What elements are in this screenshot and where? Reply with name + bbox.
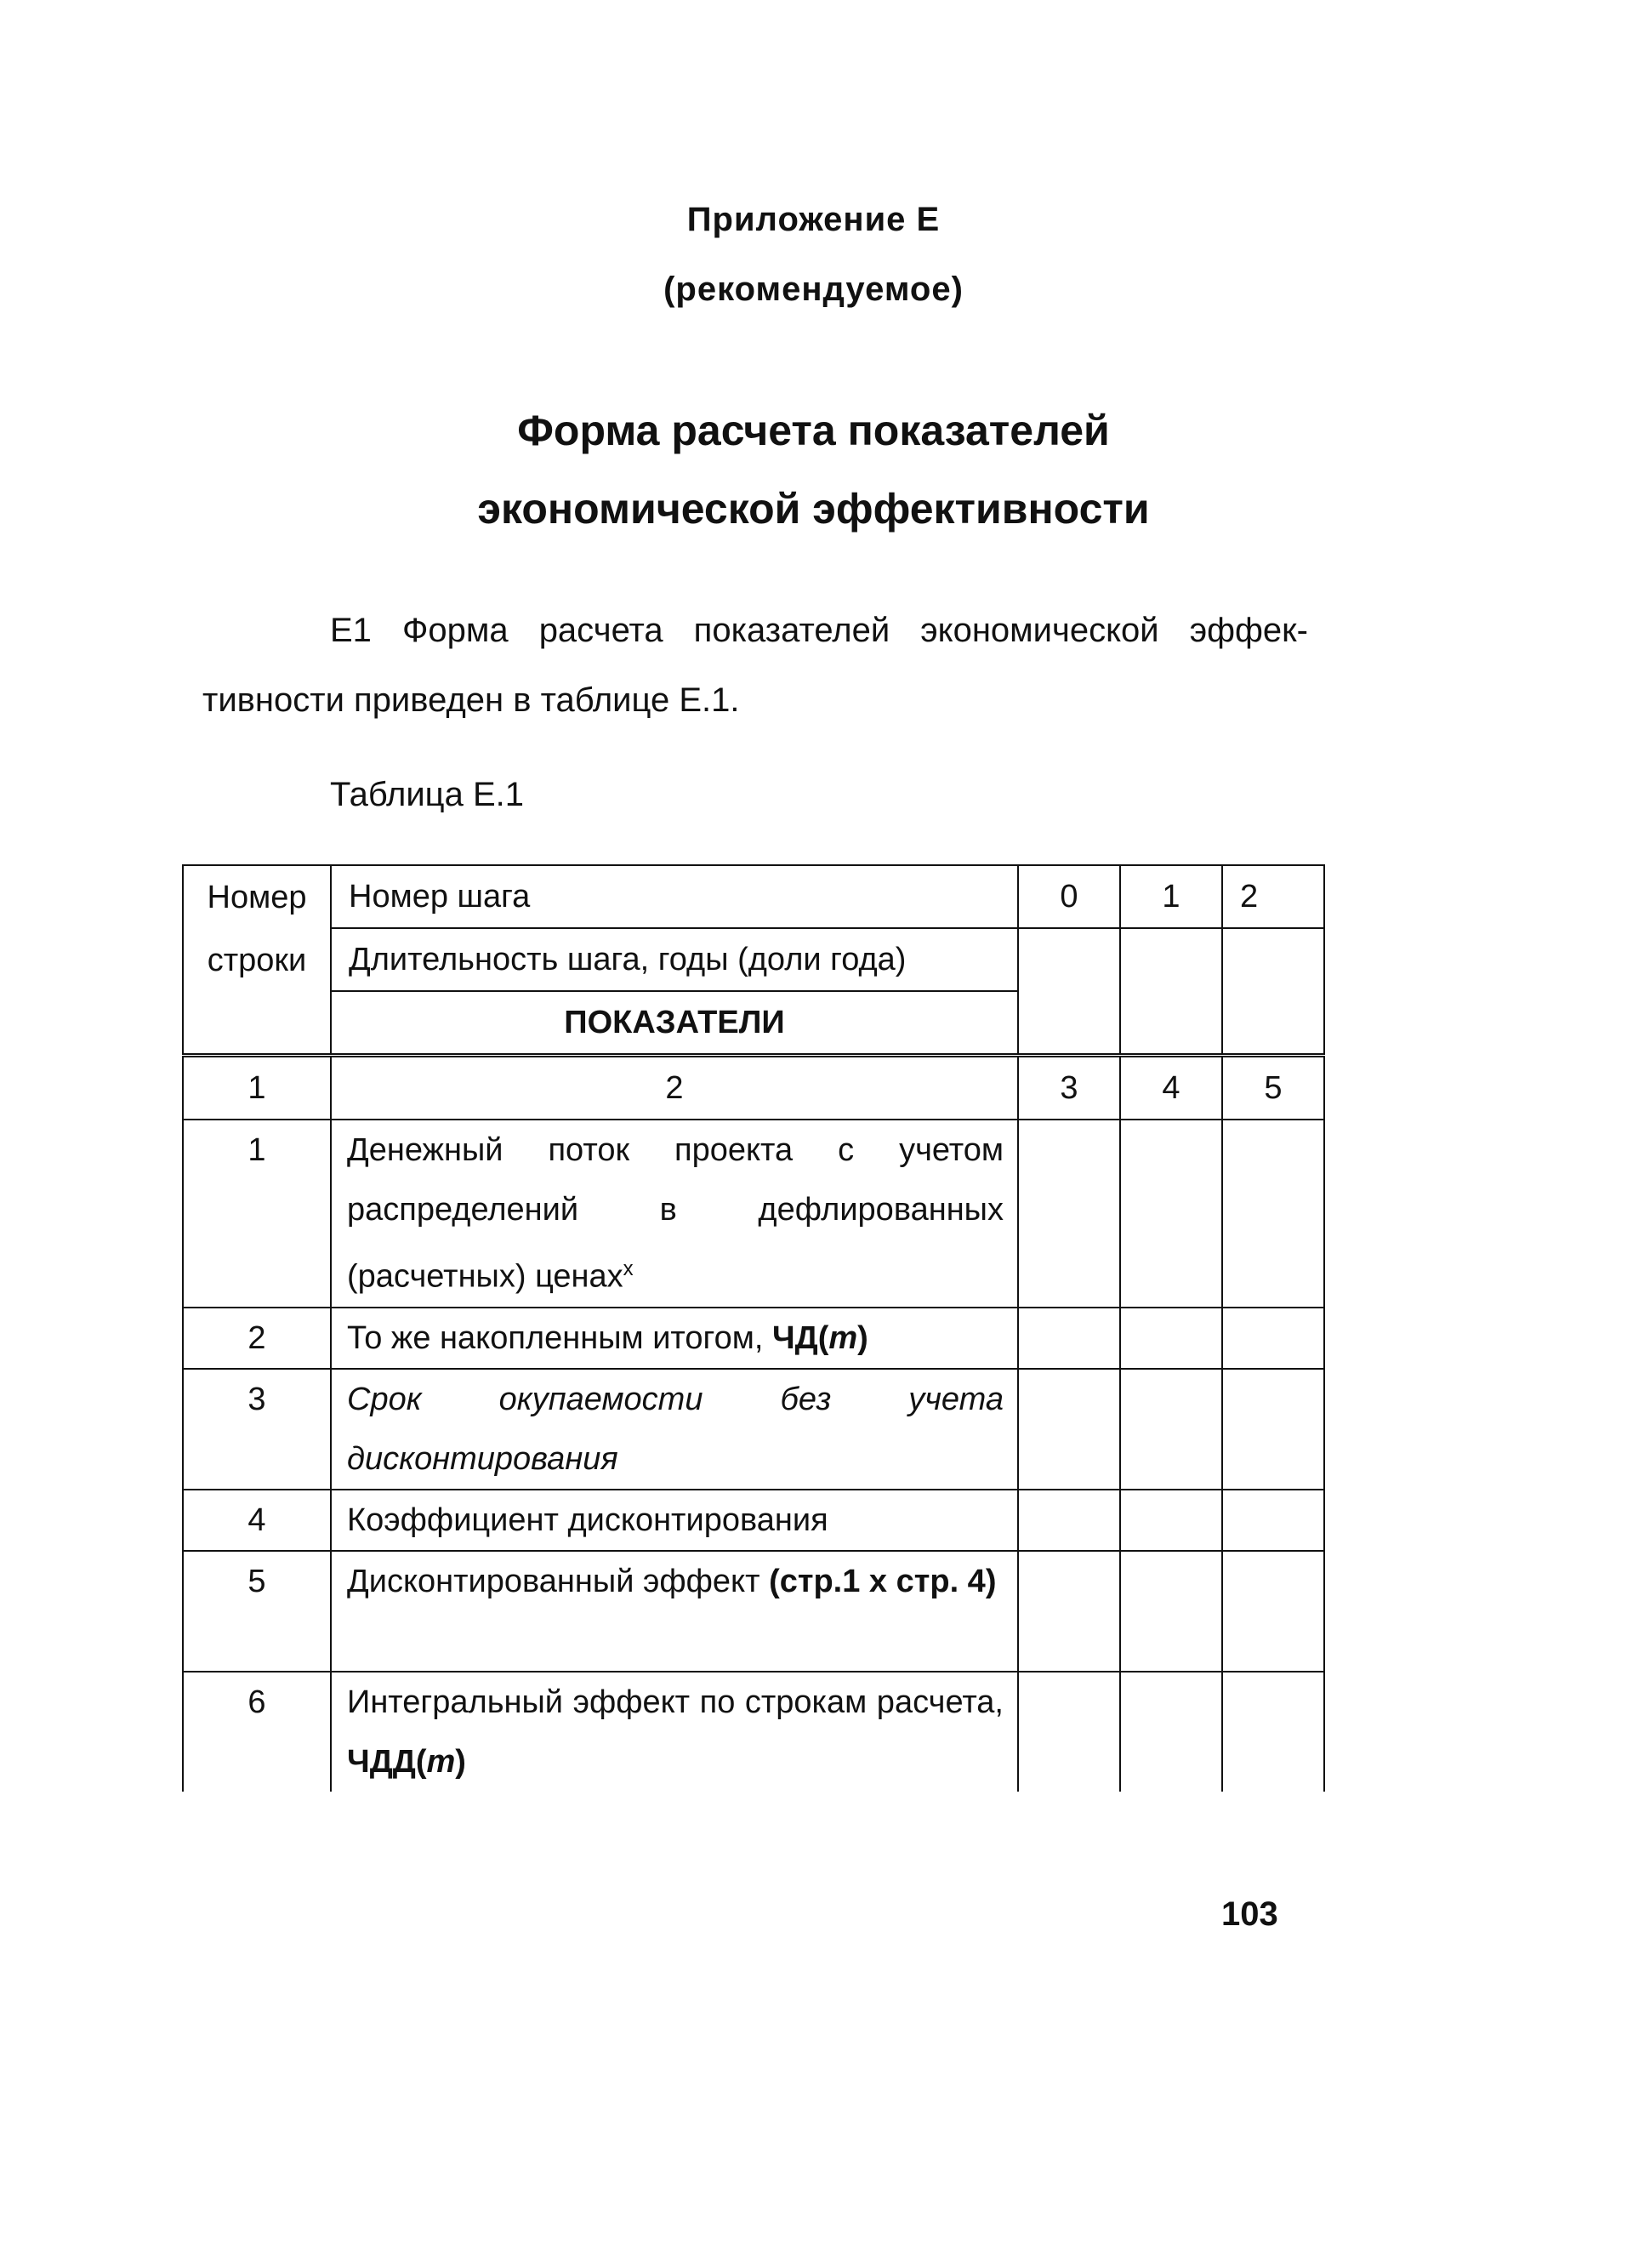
table-caption: Таблица Е.1: [330, 776, 524, 813]
value-cell: [1120, 1308, 1222, 1369]
indicator-text: Интегральный эффект по строкам расчета, ЧДД(т): [331, 1672, 1018, 1792]
footnote-mark: x: [623, 1257, 634, 1280]
indicators-label: ПОКАЗАТЕЛИ: [564, 1005, 785, 1040]
row-number-label-1: Номер: [207, 880, 307, 915]
table-row: [183, 1551, 1324, 1672]
indicator-text: Коэффициент дисконтирования: [331, 1490, 1018, 1551]
value-cell: [1018, 1369, 1120, 1490]
duration-cell-1: [1120, 928, 1222, 1056]
row-number: 4: [183, 1490, 331, 1551]
step-duration-label: Длительность шага, годы (доли года): [332, 928, 1017, 991]
page-title-line-2: экономической эффективности: [477, 485, 1150, 533]
value-cell: [1222, 1369, 1324, 1490]
value-cell: [1222, 1120, 1324, 1308]
row-number: 6: [183, 1672, 331, 1792]
duration-cell-0: [1018, 928, 1120, 1056]
row-number: 3: [183, 1369, 331, 1490]
table-row: [183, 1120, 1324, 1308]
step-1-header: 1: [1120, 865, 1222, 928]
indicator-text: Срок окупаемости без учета дисконтирования: [331, 1369, 1018, 1490]
table-row: [183, 1308, 1324, 1369]
value-cell: [1120, 1551, 1222, 1672]
indicator-text: То же накопленным итогом, ЧД(т): [331, 1308, 1018, 1369]
intro-line-2: тивности приведен в таблице Е.1.: [202, 681, 740, 719]
page-title-line-1: Форма расчета показателей: [517, 407, 1110, 454]
row-number: 5: [183, 1551, 331, 1672]
row-number: 1: [183, 1120, 331, 1308]
value-cell: [1120, 1369, 1222, 1490]
row-number-label-2: строки: [207, 943, 307, 978]
value-cell: [1120, 1120, 1222, 1308]
value-cell: [1018, 1490, 1120, 1551]
column-number-row: [183, 1056, 1324, 1120]
value-cell: [1222, 1672, 1324, 1792]
column-number: 3: [1018, 1056, 1120, 1120]
value-cell: [1222, 1308, 1324, 1369]
value-cell: [1120, 1672, 1222, 1792]
column-number: 5: [1222, 1056, 1324, 1120]
value-cell: [1018, 1672, 1120, 1792]
value-cell: [1222, 1490, 1324, 1551]
indicator-text: Денежный поток проекта с учетом распределений в дефлированных (расчетных) ценах$^x$: [331, 1120, 1018, 1308]
table-header-row: [183, 865, 1324, 928]
value-cell: [1120, 1490, 1222, 1551]
value-cell: [1018, 1120, 1120, 1308]
step-2-header: 2: [1222, 865, 1324, 928]
appendix-title: Приложение Е: [686, 201, 941, 238]
page-number: 103: [1221, 1895, 1278, 1933]
step-0-header: 0: [1018, 865, 1120, 928]
row-number: 2: [183, 1308, 331, 1369]
step-number-label: Номер шага: [332, 866, 1017, 928]
table-row: [183, 1369, 1324, 1490]
value-cell: [1222, 1551, 1324, 1672]
indicator-text: Дисконтированный эффект (стр.1 х стр. 4): [331, 1551, 1018, 1672]
indicators-table: [182, 864, 1325, 1792]
indicator-header: [331, 865, 1018, 1056]
value-cell: [1018, 1308, 1120, 1369]
value-cell: [1018, 1551, 1120, 1672]
intro-line-1: Е1 Форма расчета показателей экономической эффек-: [330, 612, 1308, 649]
column-number: 1: [183, 1056, 331, 1120]
page-title: [0, 391, 1627, 548]
intro-paragraph: [202, 595, 1308, 735]
row-number-header: [183, 865, 331, 1056]
table-row: [183, 1490, 1324, 1551]
table-row: [183, 1672, 1324, 1792]
column-number: 2: [331, 1056, 1018, 1120]
appendix-subtitle: (рекомендуемое): [663, 271, 964, 308]
duration-cell-2: [1222, 928, 1324, 1056]
column-number: 4: [1120, 1056, 1222, 1120]
